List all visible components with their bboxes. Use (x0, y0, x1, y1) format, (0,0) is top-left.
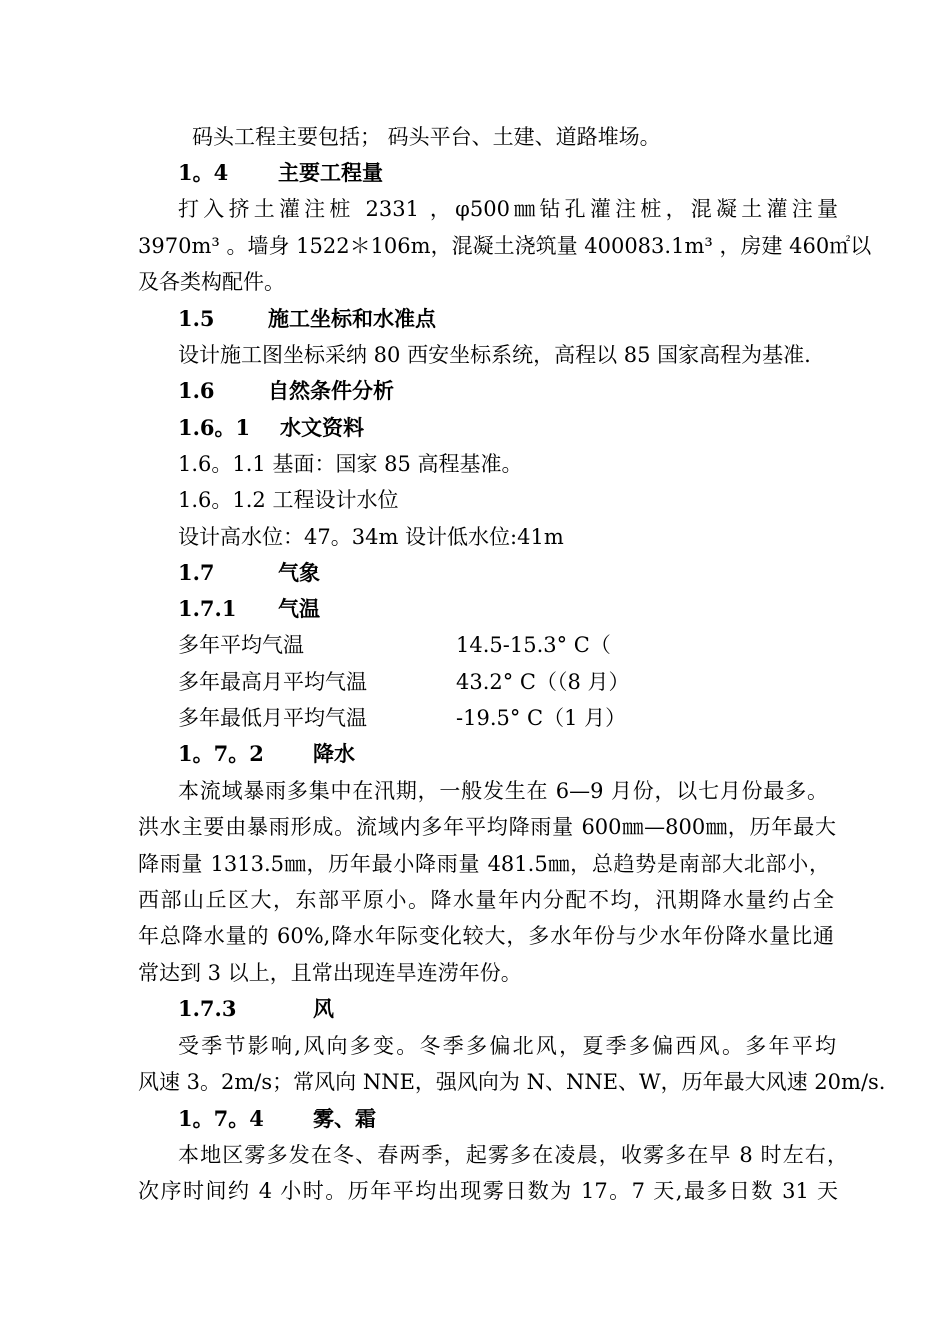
heading-number: 1。7。2 (178, 741, 264, 766)
paragraph-line: 风速 3。2m/s；常风向 NNE，强风向为 N、NNE、W，历年最大风速 20m/s. (138, 1070, 886, 1094)
heading-title: 风 (313, 996, 334, 1021)
heading-1-7-2 (178, 736, 878, 772)
paragraph-line: 设计高水位：47。34m 设计低水位:41m (178, 525, 564, 549)
climate-row (178, 664, 878, 700)
paragraph-line: 3970m³ 。墙身 1522＊106m，混凝土浇筑量 400083.1m³ ，房建 460㎡以 (138, 234, 872, 258)
climate-value: 43.2° C（（8 月） (456, 670, 630, 694)
climate-label: 多年最高月平均气温 (178, 670, 367, 694)
paragraph-line: 降雨量 1313.5㎜，历年最小降雨量 481.5㎜，总趋势是南部大北部小， (138, 852, 830, 876)
heading-1-4 (178, 155, 878, 191)
climate-row (178, 700, 878, 736)
paragraph-line: 受季节影响,风向多变。冬季多偏北风，夏季多偏西风。多年平均 (178, 1034, 836, 1058)
climate-value: -19.5° C（1 月） (456, 706, 627, 730)
climate-value: 14.5-15.3° C（ (456, 633, 611, 657)
heading-title: 降水 (313, 741, 355, 766)
heading-1-6-1 (178, 410, 878, 446)
heading-number: 1。7。4 (178, 1106, 264, 1131)
heading-1-7-4 (178, 1101, 878, 1137)
heading-number: 1.7 (178, 560, 215, 585)
intro-paragraph: 码头工程主要包括； 码头平台、土建、道路堆场。 (192, 125, 661, 149)
paragraph-line: 1.6。1.1 基面：国家 85 高程基准。 (178, 452, 523, 476)
heading-1-7 (178, 555, 878, 591)
paragraph-line: 次序时间约 4 小时。历年平均出现雾日数为 17。7 天,最多日数 31 天 (138, 1179, 838, 1203)
climate-row (178, 627, 878, 663)
heading-title: 气温 (278, 596, 320, 621)
paragraph-line: 及各类构配件。 (138, 270, 285, 294)
paragraph-line: 打入挤土灌注桩 2331 ，φ500㎜钻孔灌注桩，混凝土灌注量 (178, 197, 838, 221)
paragraph-line: 西部山丘区大，东部平原小。降水量年内分配不均，汛期降水量约占全 (138, 888, 834, 912)
paragraph-line: 洪水主要由暴雨形成。流域内多年平均降雨量 600㎜—800㎜，历年最大 (138, 815, 836, 839)
heading-title: 主要工程量 (278, 160, 383, 185)
paragraph-line: 常达到 3 以上，且常出现连旱连涝年份。 (138, 961, 522, 985)
paragraph-line: 设计施工图坐标采纳 80 西安坐标系统，高程以 85 国家高程为基准. (178, 343, 811, 367)
heading-1-6 (178, 373, 878, 409)
heading-title: 水文资料 (280, 415, 364, 440)
heading-title: 气象 (278, 560, 320, 585)
heading-number: 1.6。1 (178, 415, 251, 440)
heading-1-7-1 (178, 591, 878, 627)
paragraph-line: 本流域暴雨多集中在汛期，一般发生在 6—9 月份，以七月份最多。 (178, 779, 828, 803)
heading-title: 施工坐标和水准点 (268, 306, 436, 331)
heading-title: 自然条件分析 (268, 378, 394, 403)
paragraph-line: 年总降水量的 60%,降水年际变化较大，多水年份与少水年份降水量比通 (138, 924, 834, 948)
paragraph-line: 本地区雾多发在冬、春两季，起雾多在凌晨，收雾多在早 8 时左右， (178, 1143, 848, 1167)
heading-number: 1。4 (178, 160, 229, 185)
heading-number: 1.5 (178, 306, 215, 331)
paragraph-line: 1.6。1.2 工程设计水位 (178, 488, 399, 512)
heading-1-5 (178, 301, 878, 337)
heading-number: 1.7.1 (178, 596, 237, 621)
climate-label: 多年最低月平均气温 (178, 706, 367, 730)
heading-title: 雾、霜 (313, 1106, 376, 1131)
climate-label: 多年平均气温 (178, 633, 304, 657)
heading-1-7-3 (178, 991, 878, 1027)
heading-number: 1.6 (178, 378, 215, 403)
heading-number: 1.7.3 (178, 996, 237, 1021)
